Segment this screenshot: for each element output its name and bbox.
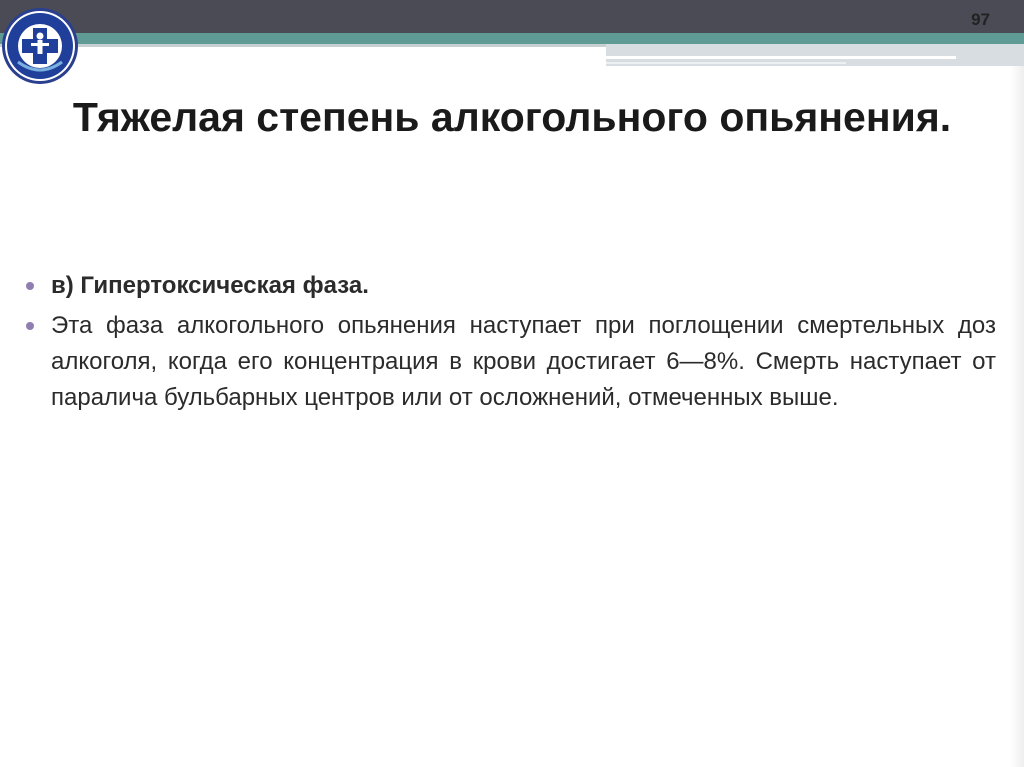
right-edge-shadow bbox=[1010, 66, 1024, 767]
header-tab-line-secondary bbox=[606, 62, 846, 64]
bullet-item bbox=[22, 268, 996, 304]
bullet-item bbox=[22, 308, 996, 416]
header-tab-line bbox=[606, 56, 956, 59]
bullet-dot-icon bbox=[26, 282, 34, 290]
bullet-list bbox=[22, 268, 996, 420]
bullet-dot-icon bbox=[26, 322, 34, 330]
slide-title: Тяжелая степень алкогольного опьянения. bbox=[72, 94, 952, 140]
medical-cross-emblem-icon bbox=[0, 6, 80, 86]
bullet-text: в) Гипертоксическая фаза. bbox=[51, 272, 369, 299]
slide-number: 97 bbox=[971, 10, 990, 29]
bullet-text: Эта фаза алкогольного опьянения наступает при поглощении смертельных доз алкоголя, когда его концентрация в крови достигает 6—8%. Смерть наступает от паралича бульбарных центров или от осложнений, отмеченных выше. bbox=[51, 312, 996, 411]
header-dark-bar bbox=[0, 0, 1024, 33]
header-teal-bar bbox=[0, 33, 1024, 44]
